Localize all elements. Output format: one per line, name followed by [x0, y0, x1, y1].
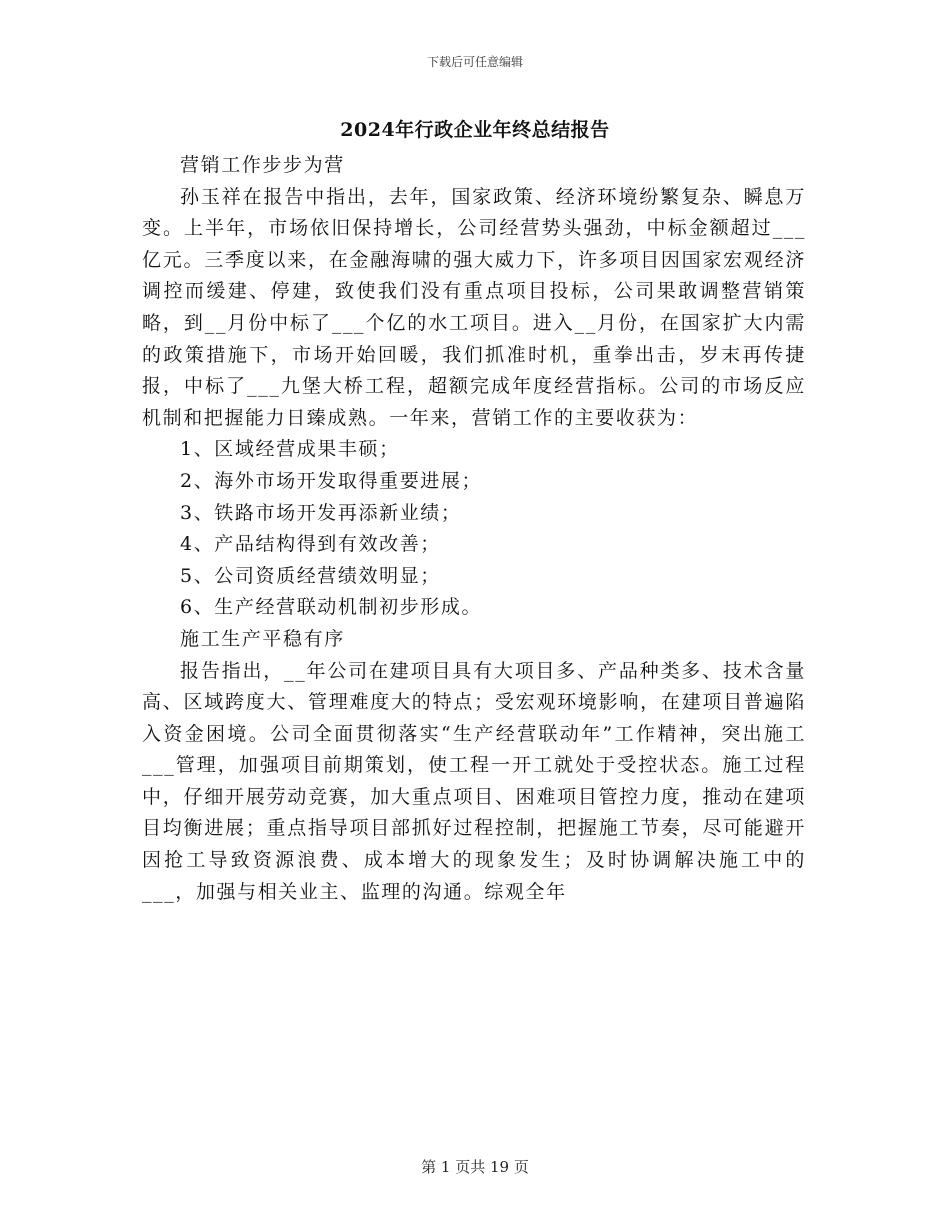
section-heading-construction: 施工生产平稳有序 — [180, 627, 345, 650]
list-item: 1、区域经营成果丰硕； — [180, 438, 400, 461]
document-title: 2024年行政企业年终总结报告 — [340, 119, 610, 141]
page-number: 第 1 页共 19 页 — [421, 1158, 529, 1176]
body-paragraph: 孙玉祥在报告中指出，去年，国家政策、经济环境纷繁复杂、瞬息万变。上半年，市场依旧保持增长，公司经营势头强劲，中标金额超过___亿元。三季度以来，在金融海啸的强大威力下，许多项目因国家宏观经济调控而缓建、停建，致使我们没有重点项目投标，公司果敢调整营销策略，到__月份中标了___个亿的水工项目。进入__月份，在国家扩大内需的政策措施下，市场开始回暖，我们抓准时机，重拳出击，岁末再传捷报，中标了___九堡大桥工程，超额完成年度经营指标。公司的市场反应机制和把握能力日臻成熟。一年来，营销工作的主要收获为： — [142, 185, 806, 429]
download-note: 下载后可任意编辑 — [426, 55, 523, 69]
list-item: 3、铁路市场开发再添新业绩； — [180, 501, 462, 524]
body-paragraph: 报告指出，__年公司在建项目具有大项目多、产品种类多、技术含量高、区域跨度大、管理难度大的特点；受宏观环境影响，在建项目普遍陷入资金困境。公司全面贯彻落实“生产经营联动年”工作精神，突出施工___管理，加强项目前期策划，使工程一开工就处于受控状态。施工过程中，仔细开展劳动竞赛，加大重点项目、困难项目管控力度，推动在建项目均衡进展；重点指导项目部抓好过程控制，把握施工节奏，尽可能避开因抢工导致资源浪费、成本增大的现象发生；及时协调解决施工中的___，加强与相关业主、监理的沟通。综观全年 — [142, 659, 806, 903]
list-item: 4、产品结构得到有效改善； — [180, 533, 441, 556]
list-item: 5、公司资质经营绩效明显； — [180, 564, 441, 587]
list-item: 6、生产经营联动机制初步形成。 — [180, 596, 483, 619]
document-body — [142, 150, 806, 908]
section-heading-marketing: 营销工作步步为营 — [180, 154, 345, 176]
list-item: 2、海外市场开发取得重要进展； — [180, 469, 483, 492]
